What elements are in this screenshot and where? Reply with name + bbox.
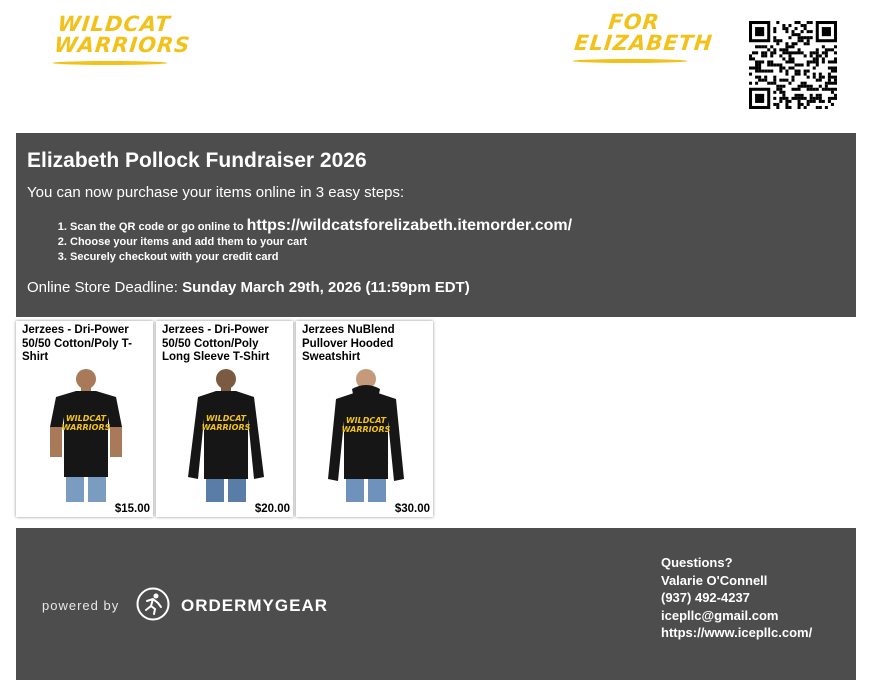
page-title: Elizabeth Pollock Fundraiser 2026 <box>27 149 367 172</box>
svg-text:WILDCAT: WILDCAT <box>205 414 247 423</box>
product-price: $20.00 <box>254 503 290 515</box>
footer-banner <box>16 528 856 680</box>
hoodie-model-image <box>316 367 416 502</box>
product-name: Jerzees - Dri-Power 50/50 Cotton/Poly Long Sleeve T-Shirt <box>162 324 270 363</box>
logo-swoosh <box>572 59 687 63</box>
deadline-label: Online Store Deadline: <box>27 279 178 296</box>
logo-line: FOR <box>607 10 662 34</box>
logo-line: WARRIORS <box>53 33 192 57</box>
logo-swoosh <box>52 61 167 65</box>
product-name: Jerzees NuBlend Pullover Hooded Sweatshirt <box>302 324 395 363</box>
step-3: 3. Securely checkout with your credit card <box>70 251 572 264</box>
logo-line: WILDCAT <box>56 12 172 36</box>
powered-by-text: powered by <box>42 598 120 613</box>
wildcat-warriors-logo <box>52 12 192 65</box>
logo-line: ELIZABETH <box>573 31 714 55</box>
step-2: 2. Choose your items and add them to your cart <box>70 236 572 249</box>
svg-text:WARRIORS: WARRIORS <box>201 423 251 432</box>
contact-name: Valarie O'Connell <box>661 572 768 588</box>
step-text: Scan the QR code or go online to <box>70 221 244 233</box>
svg-text:WILDCAT: WILDCAT <box>345 416 387 425</box>
svg-text:WARRIORS: WARRIORS <box>341 425 391 434</box>
svg-text:WILDCAT: WILDCAT <box>65 414 107 423</box>
contact-phone[interactable]: (937) 492-4237 <box>661 590 750 605</box>
step-1 <box>70 219 572 234</box>
questions-heading: Questions? <box>661 555 733 570</box>
product-card-longsleeve[interactable] <box>156 321 293 517</box>
contact-website[interactable]: https://www.icepllc.com/ <box>661 625 813 640</box>
tshirt-model-image <box>36 367 136 502</box>
product-name: Jerzees - Dri-Power 50/50 Cotton/Poly T-Shirt <box>22 324 132 363</box>
steps-list <box>52 219 572 266</box>
intro-text: You can now purchase your items online in 3 easy steps: <box>27 184 405 201</box>
deadline <box>27 279 470 296</box>
store-url-link[interactable]: https://wildcatsforelizabeth.itemorder.com/ <box>246 217 573 234</box>
product-price: $15.00 <box>114 503 150 515</box>
svg-text:WARRIORS: WARRIORS <box>61 423 111 432</box>
deadline-value: Sunday March 29th, 2026 (11:59pm EDT) <box>182 279 470 296</box>
ordermygear-logo[interactable]: ORDERMYGEAR <box>181 596 329 615</box>
qr-code-icon[interactable] <box>749 21 837 109</box>
longsleeve-model-image <box>176 367 276 502</box>
product-card-hoodie[interactable] <box>296 321 433 517</box>
for-elizabeth-logo <box>572 10 714 63</box>
ordermygear-runner-icon <box>136 587 170 621</box>
contact-email[interactable]: icepllc@gmail.com <box>661 607 779 623</box>
contact-info <box>661 554 812 642</box>
info-banner <box>16 133 856 317</box>
product-card-tshirt[interactable] <box>16 321 153 517</box>
product-price: $30.00 <box>394 503 430 515</box>
